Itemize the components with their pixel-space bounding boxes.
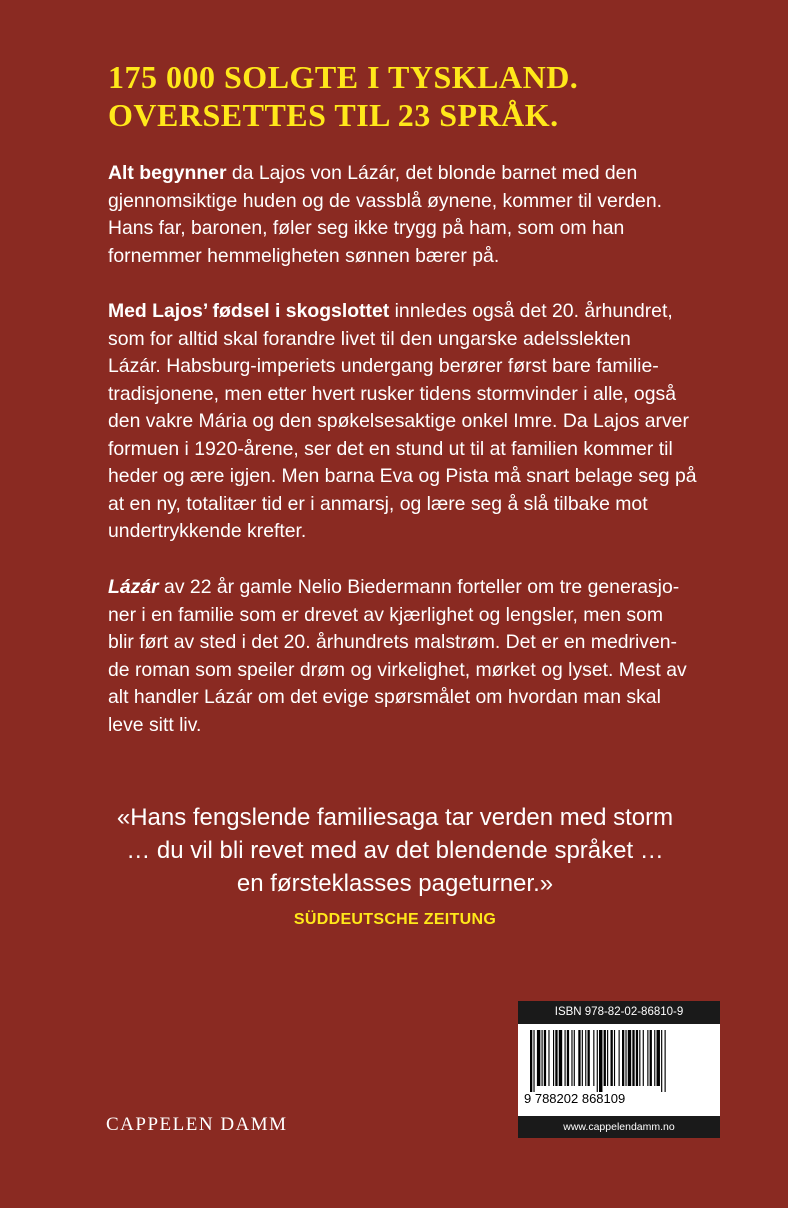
isbn-label: ISBN 978-82-02-86810-9 [518, 1001, 720, 1024]
paragraph-about [108, 574, 720, 739]
headline-line-1: 175 000 SOLGTE I TYSKLAND. [108, 59, 579, 95]
paragraph-line: Med Lajos’ fødsel i skogslottet innledes også det 20. århundret, [108, 300, 673, 322]
barcode-bar [625, 1030, 626, 1086]
barcode-bar [647, 1030, 648, 1086]
barcode-bar [632, 1030, 634, 1086]
headline [108, 58, 748, 134]
headline-line-2: OVERSETTES TIL 23 SPRÅK. [108, 97, 559, 133]
barcode-bar [544, 1030, 546, 1086]
barcode-bar [593, 1030, 594, 1086]
barcode-bar [661, 1030, 662, 1092]
barcode-bar [657, 1030, 660, 1086]
paragraph-line: Hans far, baronen, føler seg ikke trygg på ham, som om han [108, 217, 625, 239]
paragraph-line: de roman som speiler drøm og virkelighet, mørket og lyset. Mest av [108, 658, 687, 681]
paragraph-line: alt handler Lázár om det evige spørsmålet om hvordan man skal [108, 686, 661, 708]
paragraph-line: undertrykkende krefter. [108, 520, 307, 542]
publisher-url: www.cappelendamm.no [518, 1116, 720, 1138]
barcode-bar [628, 1030, 631, 1086]
barcode-bar [611, 1030, 613, 1086]
barcode-bar [665, 1030, 666, 1092]
paragraph-line: Lázár av 22 år gamle Nelio Biedermann forteller om tre generasjo- [108, 576, 680, 598]
quote-line: «Hans fengslende familiesaga tar verden med storm [116, 804, 674, 831]
barcode-bar [533, 1030, 534, 1092]
paragraph-line: heder og ære igjen. Men barna Eva og Pista må snart belage seg på [108, 465, 697, 487]
barcode-bar [542, 1030, 543, 1086]
quote-line: … du vil bli revet med av det blendende språket … [126, 837, 664, 864]
paragraph-line: gjennomsiktige huden og de vassblå øynene, kommer til verden. [108, 189, 663, 212]
paragraph-intro [108, 160, 720, 270]
barcode-bar [588, 1030, 590, 1086]
barcode-bar [607, 1030, 608, 1086]
barcode-bar [574, 1030, 575, 1086]
barcode-bar [622, 1030, 624, 1086]
paragraph-line: som for alltid skal forandre livet til den ungarske adelsslekten [108, 327, 631, 350]
barcode-bar [639, 1030, 640, 1086]
barcode-bar [643, 1030, 644, 1086]
paragraph-line: leve sitt liv. [108, 713, 202, 736]
paragraph-lead: Alt begynner [108, 162, 227, 184]
barcode-bar [537, 1030, 540, 1086]
barcode-bar [553, 1030, 554, 1086]
barcode-bar [650, 1030, 652, 1086]
paragraph-line: blir ført av sted i det 20. århundrets malstrøm. Det er en medriven- [108, 631, 677, 653]
barcode-bar [559, 1030, 562, 1086]
barcode-bar [619, 1030, 620, 1086]
publisher-logo: CAPPELEN DAMM [106, 1114, 288, 1135]
barcode-bar [530, 1030, 532, 1092]
paragraph-line: at en ny, totalitær tid er i anmarsj, og lære seg å slå tilbake mot [108, 492, 648, 515]
paragraph-lead: Lázár [108, 576, 159, 598]
barcode-bar [614, 1030, 615, 1086]
paragraph-line: Alt begynner da Lajos von Lázár, det blonde barnet med den [108, 162, 638, 184]
paragraph-line: formuen i 1920-årene, ser det en stund ut til at familien kommer til [108, 437, 673, 460]
barcode-bar [599, 1030, 602, 1092]
barcode-bar [548, 1030, 549, 1086]
paragraph-plot [108, 298, 720, 546]
paragraph-lead: Med Lajos’ fødsel i skogslottet [108, 300, 390, 322]
barcode-bar [585, 1030, 586, 1086]
paragraph-line: Lázár. Habsburg-imperiets undergang berører først bare familie- [108, 355, 659, 377]
barcode-bar [578, 1030, 580, 1086]
barcode-bar [565, 1030, 566, 1086]
barcode-bar [571, 1030, 572, 1086]
paragraph-line: den vakre Mária og den spøkelsesaktige onkel Imre. Da Lajos arver [108, 410, 689, 432]
barcode-bar [604, 1030, 606, 1086]
barcode-bar [636, 1030, 638, 1086]
barcode-icon [524, 1030, 714, 1092]
quote-line: en førsteklasses pageturner.» [236, 870, 554, 897]
barcode-bar [555, 1030, 557, 1086]
barcode-bar [654, 1030, 655, 1086]
paragraph-line: ner i en familie som er drevet av kjærlighet og lengsler, men som [108, 603, 664, 626]
quote-source: SÜDDEUTSCHE ZEITUNG [293, 911, 497, 928]
paragraph-line: tradisjonene, men etter hvert rusker tidens stormvinder i alle, også [108, 382, 676, 405]
barcode-digits: 9 788202 868109 [524, 1091, 626, 1106]
paragraph-line: fornemmer hemmeligheten sønnen bærer på. [108, 244, 500, 267]
review-quote [80, 801, 710, 900]
barcode-bar [567, 1030, 569, 1086]
barcode-bar [597, 1030, 598, 1092]
barcode-bar [582, 1030, 583, 1086]
barcode-block [518, 1001, 720, 1138]
